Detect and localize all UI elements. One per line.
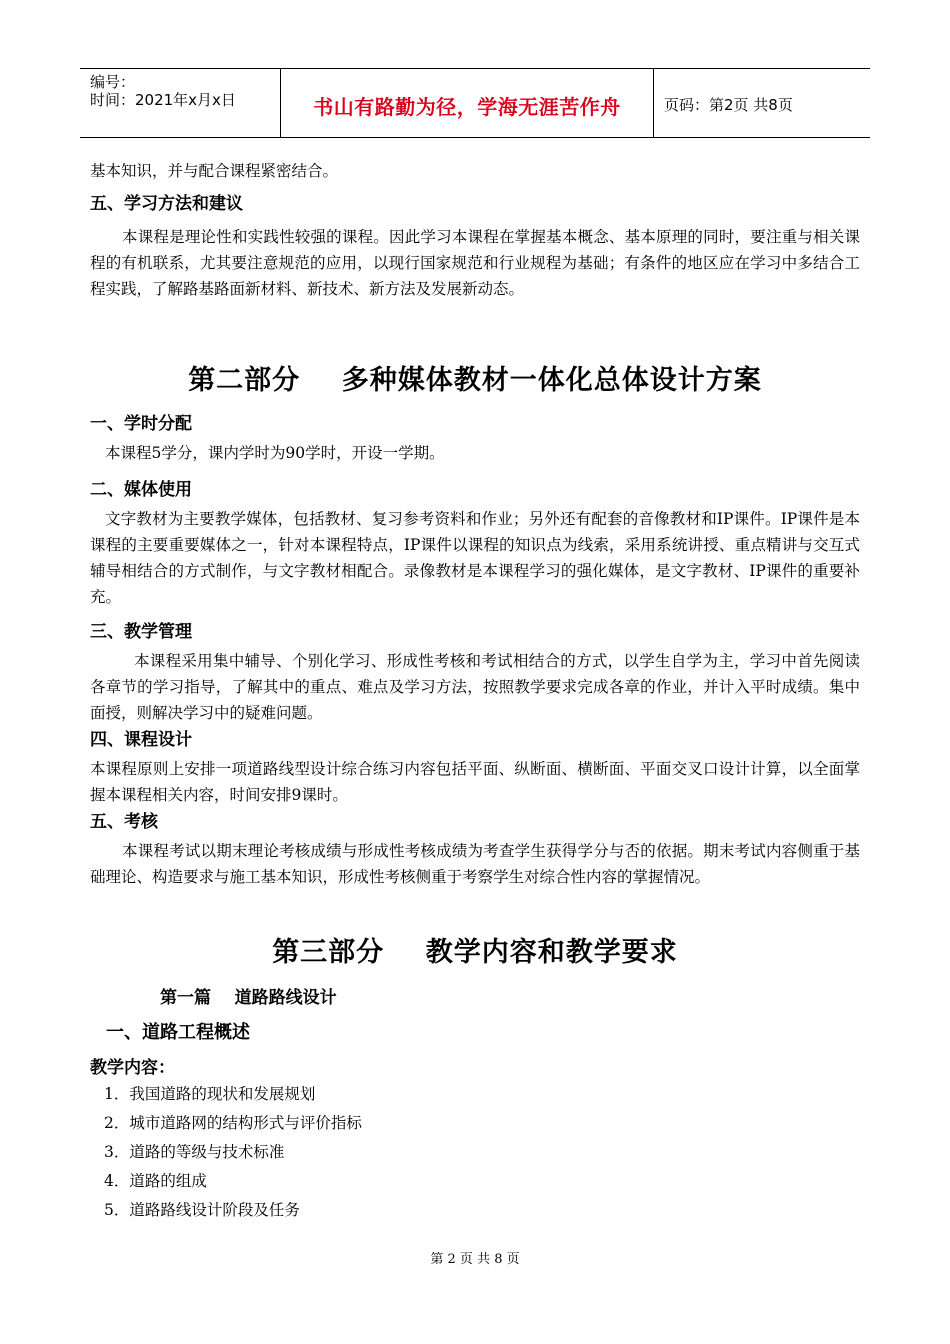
page-footer: 第 2 页 共 8 页 (430, 1252, 520, 1267)
header-motto-cell (281, 69, 654, 137)
section-heading: 五、考核 (90, 812, 158, 832)
header-page-info: 页码：第2页 共8页 (664, 96, 793, 114)
section-teaching-management (90, 620, 860, 726)
document-number-label: 编号： (90, 73, 136, 91)
section-heading: 二、媒体使用 (90, 480, 192, 500)
part-three-title: 第三部分 教学内容和教学要求 (272, 937, 678, 968)
teaching-content-label: 教学内容： (90, 1058, 175, 1078)
intro-continuation-block (90, 158, 860, 184)
section-learning-methods (90, 192, 860, 302)
section-heading: 三、教学管理 (90, 622, 192, 642)
teaching-content-list (90, 1080, 860, 1225)
section-course-design (90, 728, 860, 808)
section-heading: 一、学时分配 (90, 414, 192, 434)
section-heading: 五、学习方法和建议 (90, 194, 243, 214)
page-header-table (80, 68, 870, 138)
list-item: 1．我国道路的现状和发展规划 (104, 1085, 316, 1103)
chapter-block (90, 986, 860, 1225)
list-item: 4．道路的组成 (104, 1172, 207, 1190)
list-item: 2．城市道路网的结构形式与评价指标 (104, 1114, 362, 1132)
header-motto: 书山有路勤为径，学海无涯苦作舟 (313, 95, 621, 119)
section-heading: 四、课程设计 (90, 730, 192, 750)
section-body: 本课程原则上安排一项道路线型设计综合练习内容包括平面、纵断面、横断面、平面交叉口设计计算，以全面掌握本课程相关内容，时间安排9课时。 (90, 760, 860, 804)
section-body: 本课程5学分，课内学时为90学时，开设一学期。 (105, 444, 445, 462)
section-body: 文字教材为主要教学媒体，包括教材、复习参考资料和作业；另外还有配套的音像教材和IP课件。IP课件是本课程的主要重要媒体之一，针对本课程特点，IP课件以课程的知识点为线索，采用系统讲授、重点精讲与交互式辅导相结合的方式制作，与文字教材相配合。录像教材是本课程学习的强化媒体，是文字教材、IP课件的重要补充。 (90, 510, 860, 606)
header-meta-cell (80, 69, 281, 137)
part-two-title: 第二部分 多种媒体教材一体化总体设计方案 (188, 365, 762, 396)
chapter-title: 第一篇 道路路线设计 (160, 988, 337, 1008)
section-hours (90, 412, 860, 466)
list-item: 5．道路路线设计阶段及任务 (104, 1201, 300, 1219)
section-body: 本课程采用集中辅导、个别化学习、形成性考核和考试相结合的方式，以学生自学为主，学习中首先阅读各章节的学习指导，了解其中的重点、难点及学习方法，按照教学要求完成各章的作业，并计入平时成绩。集中面授，则解决学习中的疑难问题。 (90, 652, 860, 722)
list-item: 3．道路的等级与技术标准 (104, 1143, 285, 1161)
section-media (90, 478, 860, 610)
document-date: 时间：2021年x月x日 (90, 91, 236, 109)
intro-continuation-text: 基本知识，并与配合课程紧密结合。 (90, 162, 339, 180)
section-body: 本课程考试以期末理论考核成绩与形成性考核成绩为考查学生获得学分与否的依据。期末考试内容侧重于基础理论、构造要求与施工基本知识，形成性考核侧重于考察学生对综合性内容的掌握情况。 (90, 842, 860, 886)
section-heading: 一、道路工程概述 (106, 1022, 250, 1043)
header-page-cell (654, 69, 870, 137)
section-assessment (90, 810, 860, 890)
section-body: 本课程是理论性和实践性较强的课程。因此学习本课程在掌握基本概念、基本原理的同时，要注重与相关课程的有机联系，尤其要注意规范的应用，以现行国家规范和行业规程为基础；有条件的地区应在学习中多结合工程实践，了解路基路面新材料、新技术、新方法及发展新动态。 (90, 228, 860, 298)
